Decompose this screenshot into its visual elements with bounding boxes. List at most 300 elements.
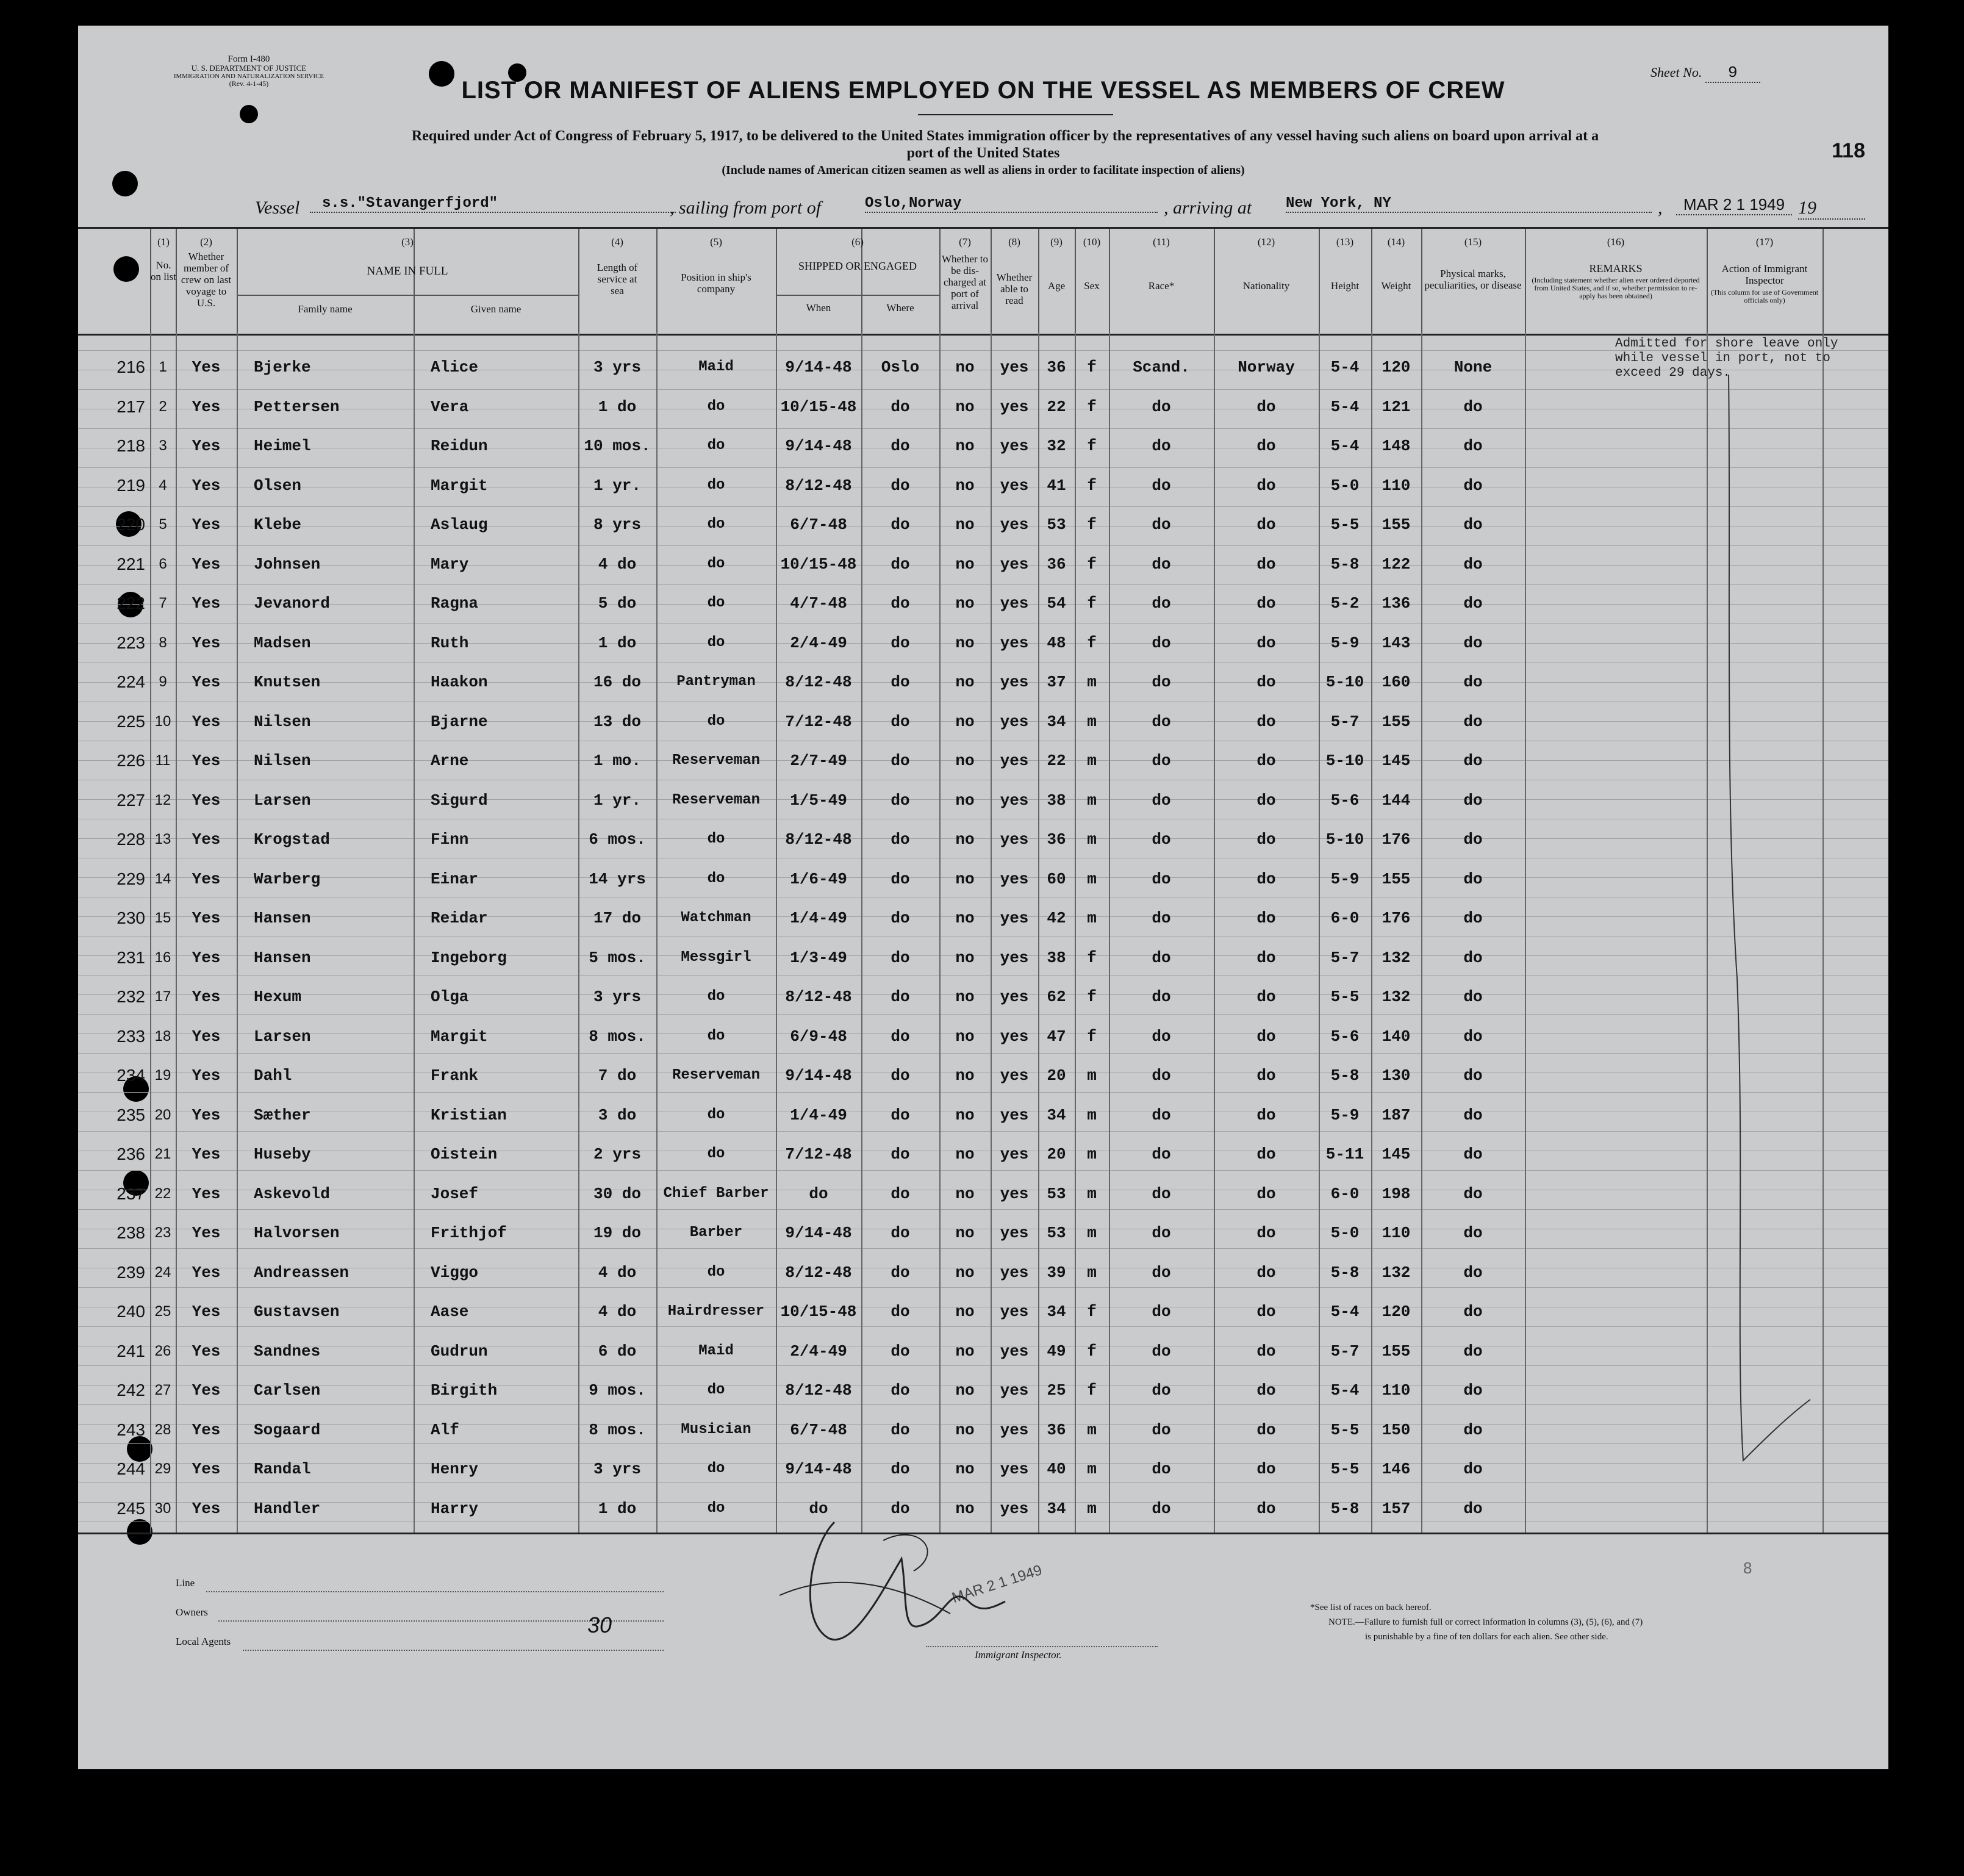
cell-position: do (707, 1461, 725, 1477)
cell-marks: do (1463, 1420, 1483, 1439)
cell-marks: do (1463, 988, 1483, 1006)
col5-num: (5) (710, 236, 722, 248)
cell-age: 34 (1047, 1105, 1066, 1124)
cell-family: Askevold (254, 1184, 330, 1203)
vessel-label: Vessel (255, 198, 300, 218)
cell-position: Musician (681, 1421, 751, 1438)
cell-sex: m (1087, 1184, 1097, 1203)
cell-crew: Yes (192, 1105, 221, 1124)
cell-when: 8/12-48 (785, 988, 852, 1006)
cell-when: 1/5-49 (790, 791, 847, 810)
remarks-line: while vessel in port, not to (1615, 351, 1830, 365)
col14-label: Weight (1381, 280, 1411, 292)
cell-disch: no (955, 397, 975, 416)
cell-weight: 157 (1382, 1499, 1411, 1518)
cell-crew: Yes (192, 358, 221, 376)
cell-nat: do (1256, 516, 1276, 534)
cell-sex: m (1087, 1145, 1097, 1163)
cell-given: Alice (431, 358, 479, 376)
col17-num: (17) (1755, 236, 1774, 248)
cell-read: yes (1000, 712, 1029, 731)
punch-hole (240, 105, 258, 123)
cell-weight: 145 (1382, 752, 1411, 770)
cell-when: 7/12-48 (785, 1145, 852, 1163)
cell-read: yes (1000, 1027, 1029, 1046)
cell-marks: do (1463, 1460, 1483, 1478)
table-row (78, 702, 1888, 741)
cell-read: yes (1000, 555, 1029, 573)
cell-service: 1 yr. (593, 791, 641, 810)
cell-position: Reserveman (672, 791, 761, 808)
cell-when: 10/15-48 (780, 1303, 857, 1321)
cell-race: do (1152, 673, 1171, 691)
col15-label: Physical marks, peculiarities, or disease (1424, 268, 1522, 291)
cell-age: 20 (1047, 1145, 1066, 1163)
cell-family: Hansen (254, 948, 311, 967)
cell-position: Reserveman (672, 1067, 761, 1084)
cell-nat: do (1256, 437, 1276, 455)
cell-service: 5 mos. (589, 948, 646, 967)
cell-race: do (1152, 594, 1171, 613)
cell-marks: do (1463, 1027, 1483, 1046)
cell-height: 5-7 (1330, 948, 1360, 967)
cell-race: do (1152, 1263, 1171, 1282)
vessel-name: s.s."Stavangerfjord" (310, 195, 676, 213)
table-row (78, 1174, 1888, 1213)
line-number: 225 (116, 711, 145, 731)
cell-no: 9 (159, 674, 167, 690)
col7-label: Whether to be dis-charged at port of arrival (942, 253, 988, 311)
cell-disch: no (955, 909, 975, 927)
cell-marks: do (1463, 1263, 1483, 1282)
cell-race: do (1152, 397, 1171, 416)
cell-position: do (707, 1500, 725, 1517)
cell-where: do (891, 712, 910, 731)
cell-crew: Yes (192, 1381, 221, 1400)
col3-given: Given name (470, 303, 521, 315)
cell-position: do (707, 595, 725, 611)
cell-crew: Yes (192, 673, 221, 691)
cell-nat: do (1256, 1066, 1276, 1085)
cell-disch: no (955, 1184, 975, 1203)
col9-num: (9) (1050, 236, 1063, 248)
cell-read: yes (1000, 1224, 1029, 1242)
cell-weight: 110 (1382, 1381, 1411, 1400)
cell-marks: do (1463, 1499, 1483, 1518)
cell-position: Reserveman (672, 752, 761, 769)
cell-sex: m (1087, 1460, 1097, 1478)
cell-no: 26 (154, 1342, 171, 1359)
cell-height: 5-0 (1330, 476, 1360, 495)
cell-service: 1 mo. (593, 752, 641, 770)
cell-read: yes (1000, 988, 1029, 1006)
cell-sex: m (1087, 1499, 1097, 1518)
col15-num: (15) (1464, 236, 1482, 248)
cell-no: 28 (154, 1421, 171, 1438)
cell-sex: f (1087, 1381, 1097, 1400)
cell-family: Nilsen (254, 752, 311, 770)
cell-where: do (891, 869, 910, 888)
manifest-table (78, 332, 1888, 1533)
cell-family: Halvorsen (254, 1224, 340, 1242)
cell-given: Kristian (431, 1105, 507, 1124)
cell-where: do (891, 1420, 910, 1439)
cell-no: 3 (159, 437, 167, 454)
table-row (78, 1213, 1888, 1252)
cell-nat: do (1256, 1499, 1276, 1518)
cell-weight: 120 (1382, 358, 1411, 376)
cell-read: yes (1000, 830, 1029, 849)
cell-race: do (1152, 1420, 1171, 1439)
cell-race: do (1152, 988, 1171, 1006)
cell-nat: do (1256, 1224, 1276, 1242)
cell-where: do (891, 1303, 910, 1321)
cell-crew: Yes (192, 1145, 221, 1163)
col13-label: Height (1330, 280, 1360, 292)
form-rev: (Rev. 4-1-45) (229, 79, 269, 88)
cell-height: 5-8 (1330, 1263, 1360, 1282)
sheet-number-value: 9 (1705, 63, 1760, 83)
cell-read: yes (1000, 1105, 1029, 1124)
cell-disch: no (955, 1224, 975, 1242)
line-number: 231 (116, 947, 145, 967)
cell-disch: no (955, 633, 975, 652)
cell-no: 6 (159, 555, 167, 572)
cell-when: 1/6-49 (790, 869, 847, 888)
cell-read: yes (1000, 791, 1029, 810)
cell-age: 34 (1047, 712, 1066, 731)
cell-when: 1/4-49 (790, 909, 847, 927)
cell-where: do (891, 673, 910, 691)
cell-height: 5-9 (1330, 869, 1360, 888)
line-number: 222 (116, 594, 145, 613)
cell-age: 47 (1047, 1027, 1066, 1046)
cell-race: do (1152, 1460, 1171, 1478)
penalty-note: NOTE.—Failure to furnish full or correct information in columns (3), (5), (6), and (7) (1328, 1617, 1643, 1627)
sailing-port: Oslo,Norway (865, 195, 1158, 213)
table-row (78, 1411, 1888, 1450)
cell-given: Arne (431, 752, 469, 770)
cell-crew: Yes (192, 869, 221, 888)
cell-given: Reidar (431, 909, 488, 927)
cell-given: Harry (431, 1499, 479, 1518)
cell-when: 8/12-48 (785, 1381, 852, 1400)
cell-nat: do (1256, 988, 1276, 1006)
cell-age: 22 (1047, 752, 1066, 770)
cell-no: 7 (159, 595, 167, 611)
cell-height: 5-2 (1330, 594, 1360, 613)
cell-sex: f (1087, 1303, 1097, 1321)
cell-crew: Yes (192, 1263, 221, 1282)
cell-marks: do (1463, 948, 1483, 967)
cell-sex: f (1087, 1342, 1097, 1360)
form-number: Form I-480 (228, 54, 270, 64)
line-number: 232 (116, 987, 145, 1006)
remarks-line: exceed 29 days. (1615, 366, 1731, 380)
cell-weight: 146 (1382, 1460, 1411, 1478)
col11-label: Race* (1148, 280, 1175, 292)
cell-sex: m (1087, 712, 1097, 731)
cell-family: Bjerke (254, 358, 311, 376)
cell-crew: Yes (192, 1303, 221, 1321)
cell-given: Mary (431, 555, 469, 573)
header-subdivider (776, 295, 939, 296)
cell-no: 2 (159, 398, 167, 415)
cell-age: 40 (1047, 1460, 1066, 1478)
table-row (78, 1450, 1888, 1489)
cell-race: do (1152, 1342, 1171, 1360)
cell-height: 5-5 (1330, 516, 1360, 534)
cell-marks: do (1463, 594, 1483, 613)
cell-service: 16 do (593, 673, 641, 691)
cell-service: 2 yrs (593, 1145, 641, 1163)
cell-sex: f (1087, 988, 1097, 1006)
cell-family: Warberg (254, 869, 321, 888)
cell-nat: do (1256, 712, 1276, 731)
cell-weight: 130 (1382, 1066, 1411, 1085)
table-row (78, 1056, 1888, 1095)
cell-crew: Yes (192, 397, 221, 416)
owners-label: Owners (176, 1606, 208, 1618)
cell-given: Haakon (431, 673, 488, 691)
manifest-footer (78, 1533, 1888, 1693)
cell-marks: do (1463, 555, 1483, 573)
col8-label: Whether able to read (996, 271, 1033, 306)
cell-where: do (891, 1184, 910, 1203)
sheet-number-label: Sheet No. (1650, 65, 1702, 80)
table-row (78, 663, 1888, 702)
cell-given: Gudrun (431, 1342, 488, 1360)
line-number: 243 (116, 1420, 145, 1439)
line-number: 224 (116, 672, 145, 691)
cell-when: 9/14-48 (785, 1066, 852, 1085)
cell-disch: no (955, 1420, 975, 1439)
cell-age: 53 (1047, 516, 1066, 534)
cell-family: Sogaard (254, 1420, 321, 1439)
col6-where: Where (886, 302, 914, 314)
cell-disch: no (955, 1145, 975, 1163)
cell-sex: m (1087, 1420, 1097, 1439)
cell-read: yes (1000, 909, 1029, 927)
line-number: 220 (116, 515, 145, 534)
cell-nat: do (1256, 1303, 1276, 1321)
cell-read: yes (1000, 1303, 1029, 1321)
cell-when: 10/15-48 (780, 555, 857, 573)
cell-weight: 144 (1382, 791, 1411, 810)
line-number: 221 (116, 554, 145, 573)
cell-family: Sæther (254, 1105, 311, 1124)
col11-num: (11) (1153, 236, 1170, 248)
col8-num: (8) (1008, 236, 1020, 248)
cell-crew: Yes (192, 909, 221, 927)
cell-nat: do (1256, 1184, 1276, 1203)
arrival-date: MAR 2 1 1949 (1676, 195, 1792, 215)
cell-service: 8 mos. (589, 1420, 646, 1439)
cell-crew: Yes (192, 1460, 221, 1478)
cell-family: Pettersen (254, 397, 340, 416)
cell-race: do (1152, 1381, 1171, 1400)
cell-crew: Yes (192, 948, 221, 967)
cell-marks: do (1463, 791, 1483, 810)
cell-where: do (891, 476, 910, 495)
cell-service: 3 yrs (593, 988, 641, 1006)
col2-num: (2) (200, 236, 212, 248)
cell-weight: 187 (1382, 1105, 1411, 1124)
cell-no: 19 (154, 1067, 171, 1084)
cell-age: 20 (1047, 1066, 1066, 1085)
cell-given: Vera (431, 397, 469, 416)
cell-height: 5-10 (1325, 830, 1364, 849)
cell-nat: do (1256, 673, 1276, 691)
cell-sex: m (1087, 1066, 1097, 1085)
line-number: 228 (116, 830, 145, 849)
cell-weight: 155 (1382, 712, 1411, 731)
agents-label: Local Agents (176, 1636, 231, 1647)
cell-position: do (707, 988, 725, 1005)
cell-disch: no (955, 358, 975, 376)
cell-read: yes (1000, 1342, 1029, 1360)
cell-position: do (707, 1146, 725, 1162)
cell-race: do (1152, 476, 1171, 495)
cell-read: yes (1000, 633, 1029, 652)
col9-label: Age (1047, 280, 1066, 292)
cell-disch: no (955, 1460, 975, 1478)
cell-crew: Yes (192, 476, 221, 495)
cell-service: 8 yrs (593, 516, 641, 534)
cell-race: do (1152, 1027, 1171, 1046)
cell-nat: do (1256, 1342, 1276, 1360)
col3-family: Family name (298, 303, 353, 315)
cell-weight: 150 (1382, 1420, 1411, 1439)
cell-given: Ragna (431, 594, 479, 613)
cell-when: 10/15-48 (780, 397, 857, 416)
table-row (78, 899, 1888, 938)
cell-family: Handler (254, 1499, 321, 1518)
cell-when: 6/7-48 (790, 1420, 847, 1439)
col12-num: (12) (1257, 236, 1275, 248)
cell-race: do (1152, 791, 1171, 810)
cell-height: 5-10 (1325, 752, 1364, 770)
line-number: 235 (116, 1105, 145, 1124)
cell-race: do (1152, 830, 1171, 849)
cell-position: do (707, 1382, 725, 1398)
cell-family: Olsen (254, 476, 302, 495)
cell-no: 1 (159, 359, 167, 375)
cell-disch: no (955, 830, 975, 849)
cell-height: 5-5 (1330, 1420, 1360, 1439)
cell-read: yes (1000, 1460, 1029, 1478)
table-row (78, 1017, 1888, 1056)
cell-crew: Yes (192, 1499, 221, 1518)
cell-read: yes (1000, 1184, 1029, 1203)
cell-family: Carlsen (254, 1381, 321, 1400)
cell-sex: m (1087, 1263, 1097, 1282)
cell-disch: no (955, 1303, 975, 1321)
cell-family: Klebe (254, 516, 302, 534)
cell-disch: no (955, 555, 975, 573)
cell-age: 34 (1047, 1499, 1066, 1518)
column-divider (1822, 229, 1824, 334)
cell-sex: m (1087, 830, 1097, 849)
cell-read: yes (1000, 594, 1029, 613)
cell-where: do (891, 1066, 910, 1085)
col10-label: Sex (1084, 280, 1100, 292)
cell-family: Heimel (254, 437, 311, 455)
cell-race: do (1152, 555, 1171, 573)
cell-age: 36 (1047, 358, 1066, 376)
form-service: IMMIGRATION AND NATURALIZATION SERVICE (173, 73, 324, 80)
cell-when: 2/4-49 (790, 1342, 847, 1360)
subtitle-1: Required under Act of Congress of February 5, 1917, to be delivered to the United States immigration officer by the representatives of any vessel having such aliens on board upon arrival at a (411, 128, 1599, 144)
cell-weight: 120 (1382, 1303, 1411, 1321)
col12-label: Nationality (1242, 280, 1290, 292)
cell-age: 38 (1047, 791, 1066, 810)
cell-sex: f (1087, 476, 1097, 495)
cell-no: 23 (154, 1224, 171, 1241)
cell-marks: do (1463, 516, 1483, 534)
cell-no: 12 (154, 791, 171, 808)
cell-height: 5-6 (1330, 1027, 1360, 1046)
cell-nat: do (1256, 555, 1276, 573)
cell-sex: f (1087, 633, 1097, 652)
line-number: 240 (116, 1302, 145, 1321)
cell-no: 5 (159, 516, 167, 533)
cell-family: Andreassen (254, 1263, 349, 1282)
cell-service: 6 do (598, 1342, 637, 1360)
cell-height: 5-4 (1330, 1303, 1360, 1321)
cell-sex: f (1087, 516, 1097, 534)
cell-height: 5-8 (1330, 1066, 1360, 1085)
cell-family: Knutsen (254, 673, 321, 691)
page-mark: 8 (1743, 1559, 1752, 1577)
cell-age: 34 (1047, 1303, 1066, 1321)
cell-crew: Yes (192, 988, 221, 1006)
cell-service: 6 mos. (589, 830, 646, 849)
cell-age: 25 (1047, 1381, 1066, 1400)
cell-marks: do (1463, 752, 1483, 770)
cell-sex: f (1087, 948, 1097, 967)
cell-no: 27 (154, 1382, 171, 1398)
cell-position: do (707, 555, 725, 572)
table-row (78, 860, 1888, 899)
cell-race: do (1152, 948, 1171, 967)
cell-height: 5-0 (1330, 1224, 1360, 1242)
cell-height: 5-7 (1330, 712, 1360, 731)
line-number: 242 (116, 1381, 145, 1400)
cell-height: 5-4 (1330, 397, 1360, 416)
cell-position: do (707, 516, 725, 533)
cell-nat: do (1256, 791, 1276, 810)
cell-age: 36 (1047, 830, 1066, 849)
col6-when: When (806, 302, 831, 314)
cell-nat: do (1256, 476, 1276, 495)
cell-nat: do (1256, 633, 1276, 652)
cell-read: yes (1000, 1145, 1029, 1163)
line-number: 230 (116, 908, 145, 927)
cell-height: 5-5 (1330, 1460, 1360, 1478)
cell-given: Bjarne (431, 712, 488, 731)
cell-crew: Yes (192, 516, 221, 534)
cell-read: yes (1000, 476, 1029, 495)
cell-weight: 121 (1382, 397, 1411, 416)
table-row (78, 820, 1888, 859)
cell-weight: 155 (1382, 516, 1411, 534)
table-header (78, 227, 1888, 336)
cell-where: do (891, 516, 910, 534)
col7-num: (7) (959, 236, 971, 248)
cell-nat: do (1256, 397, 1276, 416)
cell-read: yes (1000, 437, 1029, 455)
